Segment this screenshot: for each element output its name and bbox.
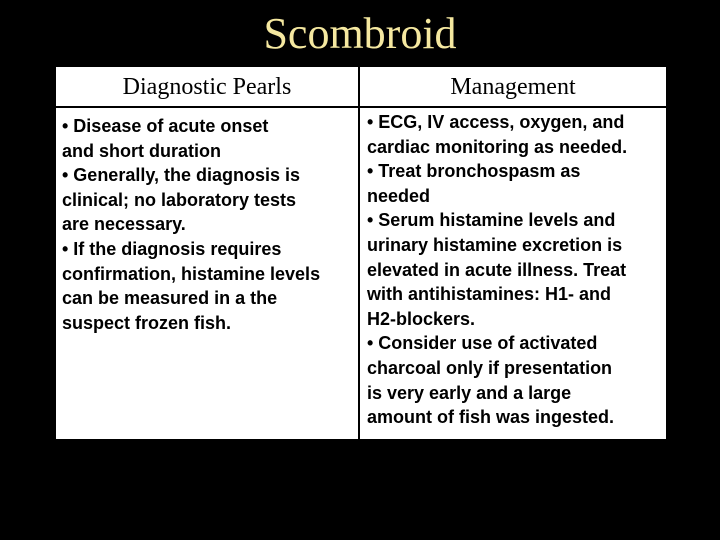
- diagnostic-line: confirmation, histamine levels: [62, 263, 321, 284]
- management-line: elevated in acute illness. Treat: [367, 259, 627, 280]
- management-line: cardiac monitoring as needed.: [367, 136, 628, 157]
- management-line: H2-blockers.: [367, 308, 476, 329]
- diagnostic-line: suspect frozen fish.: [62, 312, 232, 333]
- diagnostic-line: • Generally, the diagnosis is: [62, 165, 301, 186]
- management-line: urinary histamine excretion is: [367, 234, 623, 255]
- management-line: is very early and a large: [367, 382, 572, 403]
- header-diagnostic-pearls: Diagnostic Pearls: [122, 74, 292, 100]
- diagnostic-pearls-cell: [62, 114, 354, 335]
- management-line: • ECG, IV access, oxygen, and: [367, 112, 625, 132]
- diagnostic-line: clinical; no laboratory tests: [62, 189, 297, 210]
- management-cell: [367, 110, 665, 430]
- content-table: [56, 67, 666, 439]
- management-line: • Treat bronchospasm as: [367, 161, 581, 182]
- diagnostic-line: • Disease of acute onset: [62, 116, 269, 136]
- management-line: needed: [367, 185, 431, 206]
- diagnostic-line: can be measured in a the: [62, 288, 278, 309]
- diagnostic-line: • If the diagnosis requires: [62, 238, 282, 259]
- management-line: • Serum histamine levels and: [367, 210, 616, 231]
- management-line: charcoal only if presentation: [367, 357, 613, 378]
- management-line: • Consider use of activated: [367, 333, 598, 354]
- diagnostic-line: and short duration: [62, 140, 221, 161]
- header-divider: [56, 106, 666, 108]
- management-line: with antihistamines: H1- and: [367, 284, 612, 305]
- management-line: amount of fish was ingested.: [367, 407, 615, 428]
- column-divider: [358, 67, 360, 439]
- header-management: Management: [450, 74, 576, 100]
- slide-title: Scombroid: [263, 9, 457, 58]
- diagnostic-line: are necessary.: [62, 214, 186, 235]
